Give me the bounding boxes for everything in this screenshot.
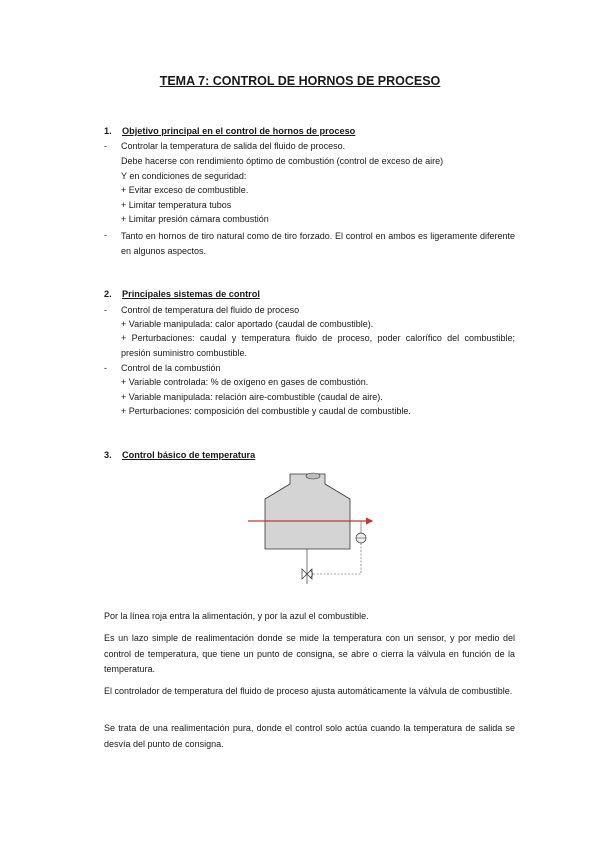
section-2-number: 2. bbox=[104, 289, 112, 299]
paragraph: Se trata de una realimentación pura, donde el control solo actúa cuando la temperatura de salida se desvía del punto de consigna. bbox=[104, 723, 515, 749]
bullet-dash: - bbox=[104, 363, 107, 373]
bullet-dash: - bbox=[104, 141, 107, 151]
bullet-line: + Evitar exceso de combustible. bbox=[121, 185, 249, 195]
furnace-body bbox=[265, 474, 350, 549]
bullet-line: Control de la combustión bbox=[121, 363, 221, 373]
section-1-title: Objetivo principal en el control de hornos de proceso bbox=[122, 126, 356, 136]
section-1-heading bbox=[104, 126, 355, 136]
bullet-line: Y en condiciones de seguridad: bbox=[121, 171, 247, 181]
bullet-paragraph: Tanto en hornos de tiro natural como de tiro forzado. El control en ambos es ligeramente diferente en algunos aspectos. bbox=[121, 231, 515, 256]
section-2-title: Principales sistemas de control bbox=[122, 289, 260, 299]
bullet-paragraph: + Perturbaciones: caudal y temperatura fluido de proceso, poder calorífico del combustible; presión suministro combustible. bbox=[121, 333, 515, 358]
bullet-line: + Variable manipulada: relación aire-combustible (caudal de aire). bbox=[121, 392, 383, 402]
section-2-heading bbox=[104, 289, 260, 299]
bullet-line: Controlar la temperatura de salida del fluido de proceso. bbox=[121, 141, 346, 151]
section-1-number: 1. bbox=[104, 126, 112, 136]
furnace-control-diagram bbox=[240, 466, 380, 584]
bullet-line: Control de temperatura del fluido de proceso bbox=[121, 305, 300, 315]
bullet-line: + Limitar presión cámara combustión bbox=[121, 214, 269, 224]
paragraph: Es un lazo simple de realimentación donde se mide la temperatura con un sensor, y por medio del control de temperatura, que tiene un punto de consigna, se abre o cierra la válvula en función de la temperatura. bbox=[104, 633, 515, 674]
bullet-line: Debe hacerse con rendimiento óptimo de combustión (control de exceso de aire) bbox=[121, 156, 444, 166]
stack-cap-icon bbox=[306, 473, 320, 479]
bullet-line: + Perturbaciones: composición del combustible y caudal de combustible. bbox=[121, 406, 411, 416]
bullet-dash: - bbox=[104, 230, 107, 240]
paragraph: Por la línea roja entra la alimentación, y por la azul el combustible. bbox=[104, 611, 369, 621]
bullet-line: + Limitar temperatura tubos bbox=[121, 200, 232, 210]
section-3-title: Control básico de temperatura bbox=[122, 450, 256, 460]
page-title: TEMA 7: CONTROL DE HORNOS DE PROCESO bbox=[159, 74, 441, 88]
paragraph: El controlador de temperatura del fluido de proceso ajusta automáticamente la válvula de combustible. bbox=[104, 686, 513, 696]
bullet-dash: - bbox=[104, 305, 107, 315]
section-3-number: 3. bbox=[104, 450, 112, 460]
section-3-heading bbox=[104, 450, 255, 460]
bullet-line: + Variable manipulada: calor aportado (caudal de combustible). bbox=[121, 319, 374, 329]
bullet-line: + Variable controlada: % de oxígeno en gases de combustión. bbox=[121, 377, 369, 387]
